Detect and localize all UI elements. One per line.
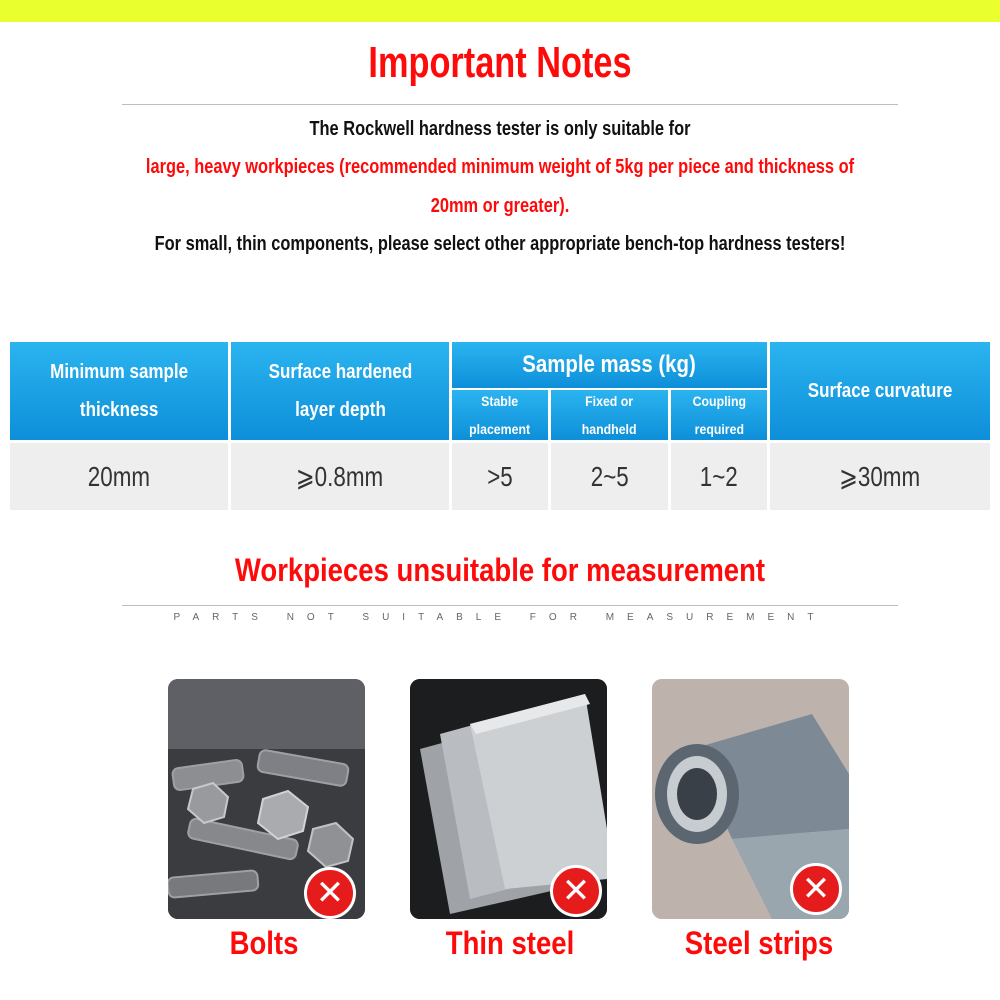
header-hardened-depth: Surface hardened layer depth	[231, 342, 449, 440]
subheader-coupling: Coupling required	[671, 390, 767, 440]
value-stable: >5	[452, 443, 548, 510]
unsuitable-subtitle: PARTS NOT SUITABLE FOR MEASUREMENT	[173, 612, 827, 623]
note-line-1: The Rockwell hardness tester is only suitable for	[309, 118, 691, 140]
value-curvature: ⩾30mm	[770, 443, 990, 510]
value-thickness: 20mm	[10, 443, 228, 510]
header-min-thickness: Minimum sample thickness	[10, 342, 228, 440]
bolts-photo	[168, 679, 365, 919]
steel-strips-photo	[652, 679, 849, 919]
value-coupling: 1~2	[671, 443, 767, 510]
subheader-fixed: Fixed or handheld	[551, 390, 668, 440]
unsuitable-divider	[122, 605, 898, 606]
note-line-4: For small, thin components, please select other appropriate bench-top hardness testers!	[154, 233, 846, 255]
subheader-stable: Stable placement	[452, 390, 548, 440]
caption-thin-steel: Thin steel	[445, 925, 575, 961]
caption-steel-strips: Steel strips	[684, 925, 834, 961]
value-hardened: ⩾0.8mm	[231, 443, 449, 510]
spec-table	[10, 342, 990, 510]
not-suitable-x-icon: ✕	[550, 865, 602, 917]
note-line-2: large, heavy workpieces (recommended minimum weight of 5kg per piece and thickness of	[145, 156, 855, 178]
caption-bolts: Bolts	[229, 925, 299, 961]
header-sample-mass: Sample mass (kg)	[452, 342, 767, 388]
value-fixed: 2~5	[551, 443, 668, 510]
page-title: Important Notes	[368, 38, 632, 87]
title-divider	[122, 104, 898, 105]
top-accent-bar	[0, 0, 1000, 22]
thin-steel-photo	[410, 679, 607, 919]
not-suitable-x-icon: ✕	[790, 863, 842, 915]
not-suitable-x-icon: ✕	[304, 867, 356, 919]
header-surface-curvature: Surface curvature	[770, 342, 990, 440]
unsuitable-title: Workpieces unsuitable for measurement	[234, 552, 766, 588]
note-line-3: 20mm or greater).	[430, 195, 570, 217]
